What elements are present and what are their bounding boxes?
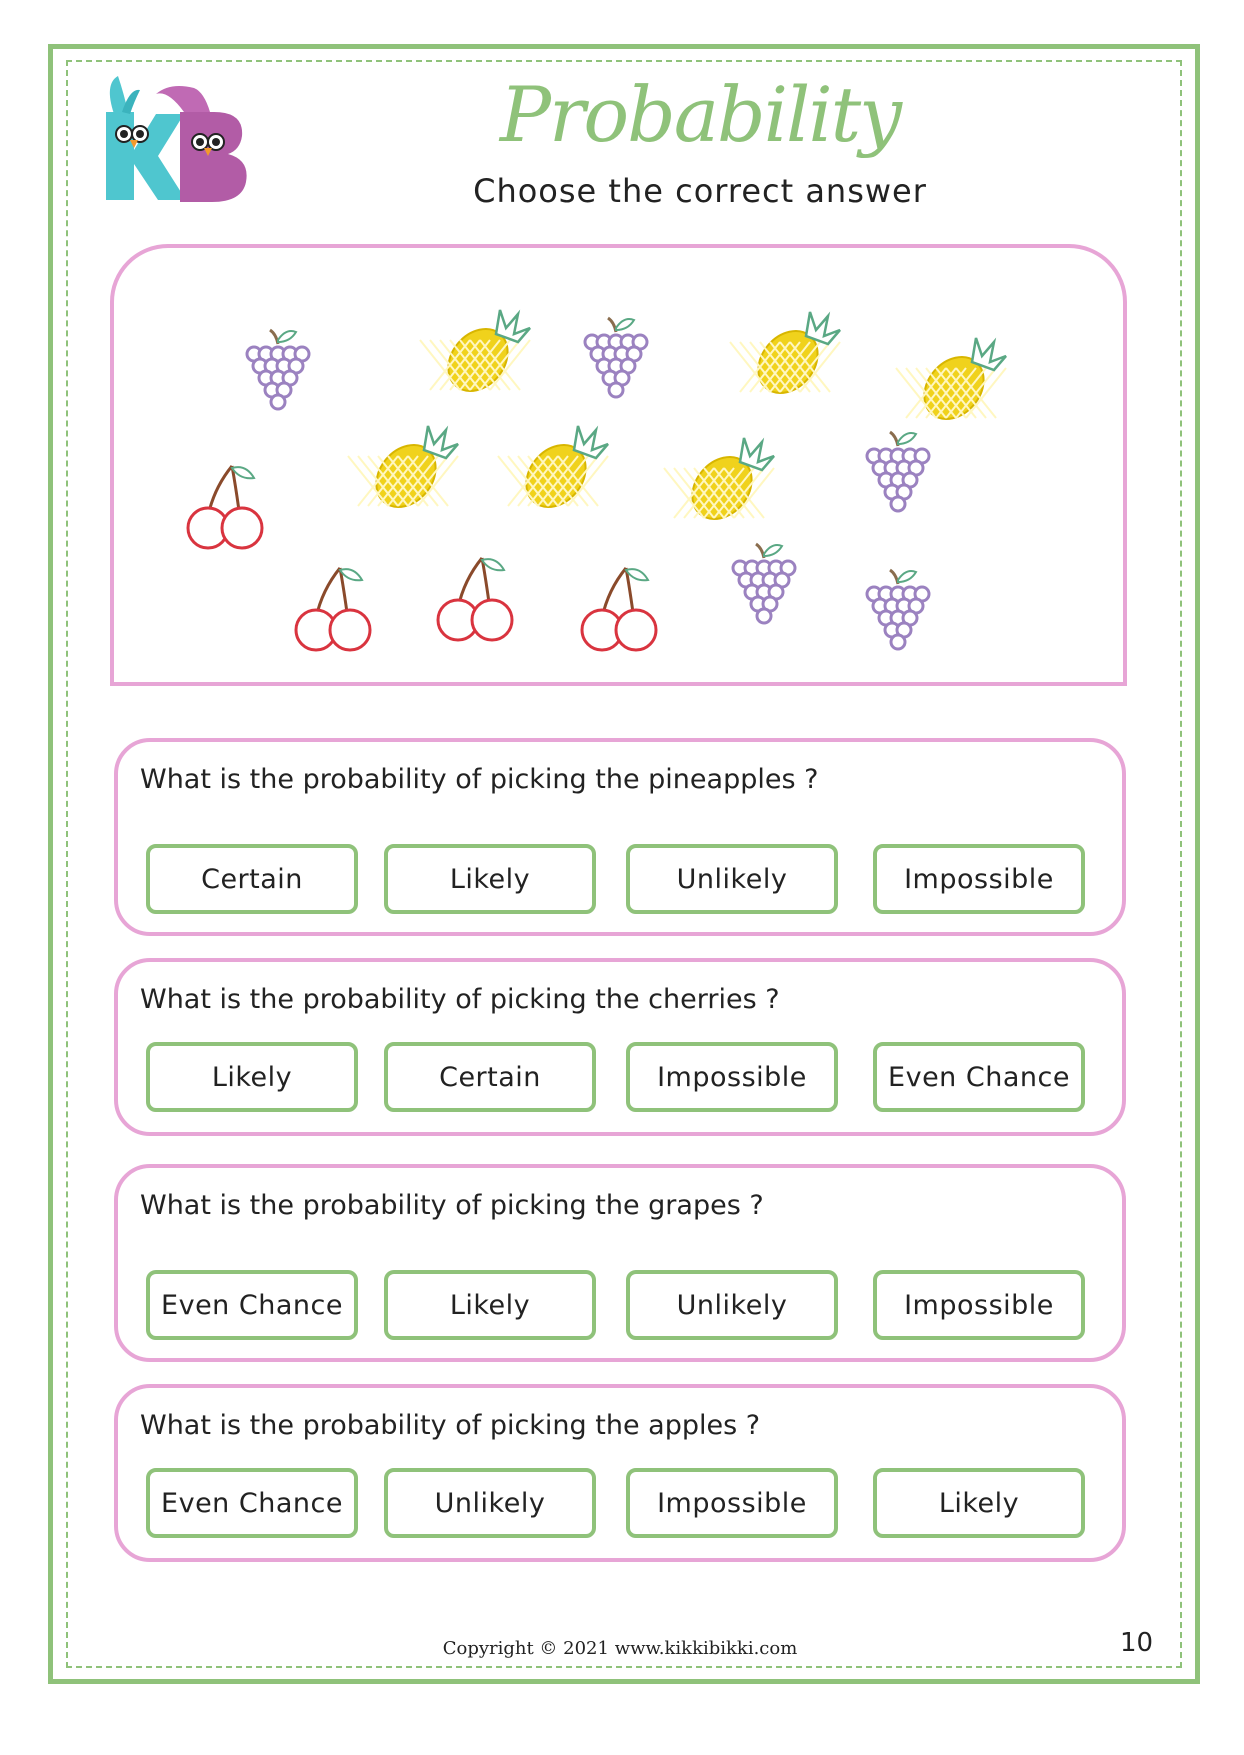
cherry-icon xyxy=(188,466,262,548)
fruit-collection xyxy=(114,248,1123,682)
answer-option[interactable]: Likely xyxy=(384,844,596,914)
question-card-3 xyxy=(114,1164,1126,1362)
answer-option[interactable]: Even Chance xyxy=(146,1270,358,1340)
page-title: Probability xyxy=(499,70,901,159)
fruit-illustration-box xyxy=(110,244,1127,686)
cherry-icon xyxy=(438,558,512,640)
pineapple-icon xyxy=(896,338,1006,431)
answer-option[interactable]: Likely xyxy=(146,1042,358,1112)
answer-option[interactable]: Unlikely xyxy=(384,1468,596,1538)
answer-option[interactable]: Likely xyxy=(384,1270,596,1340)
answer-option[interactable]: Impossible xyxy=(626,1042,838,1112)
cherry-icon xyxy=(296,568,370,650)
answer-option[interactable]: Certain xyxy=(146,844,358,914)
kb-logo xyxy=(84,72,254,222)
grape-icon xyxy=(733,544,795,623)
answer-option[interactable]: Unlikely xyxy=(626,1270,838,1340)
answer-option[interactable]: Impossible xyxy=(626,1468,838,1538)
answer-option[interactable]: Even Chance xyxy=(873,1042,1085,1112)
answer-option[interactable]: Impossible xyxy=(873,844,1085,914)
answer-option[interactable]: Certain xyxy=(384,1042,596,1112)
pineapple-icon xyxy=(348,426,458,519)
question-text: What is the probability of picking the grapes ? xyxy=(140,1190,764,1221)
page-number: 10 xyxy=(1120,1628,1154,1658)
question-card-2 xyxy=(114,958,1126,1136)
answer-option[interactable]: Impossible xyxy=(873,1270,1085,1340)
pineapple-icon xyxy=(664,438,774,531)
grape-icon xyxy=(867,570,929,649)
pineapple-icon xyxy=(498,426,608,519)
question-card-1 xyxy=(114,738,1126,936)
question-text: What is the probability of picking the apples ? xyxy=(140,1410,761,1441)
answer-option[interactable]: Unlikely xyxy=(626,844,838,914)
question-card-4 xyxy=(114,1384,1126,1562)
answer-option[interactable]: Likely xyxy=(873,1468,1085,1538)
question-text: What is the probability of picking the cherries ? xyxy=(140,984,780,1015)
grape-icon xyxy=(585,318,647,397)
copyright-text: Copyright © 2021 www.kikkibikki.com xyxy=(442,1638,798,1659)
pineapple-icon xyxy=(730,312,840,405)
answer-option[interactable]: Even Chance xyxy=(146,1468,358,1538)
question-text: What is the probability of picking the pineapples ? xyxy=(140,764,819,795)
cherry-icon xyxy=(582,568,656,650)
grape-icon xyxy=(867,432,929,511)
grape-icon xyxy=(247,330,309,409)
pineapple-icon xyxy=(420,310,530,403)
page-subtitle: Choose the correct answer xyxy=(473,172,927,210)
